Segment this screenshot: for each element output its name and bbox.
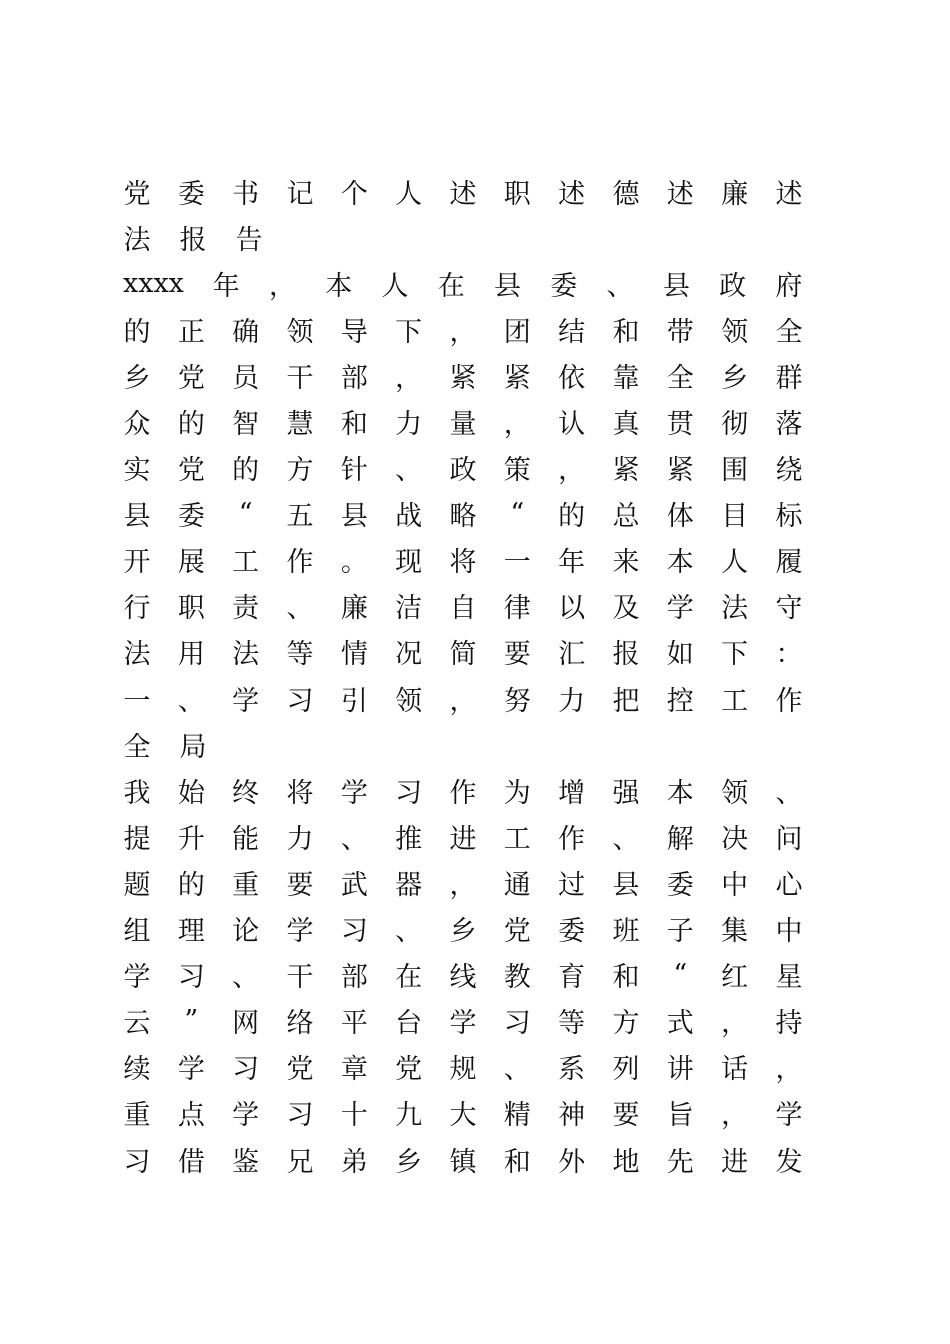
- glyph: 学: [232, 1100, 260, 1132]
- glyph: 干: [286, 362, 314, 394]
- glyph: 县: [494, 270, 522, 302]
- glyph: 习: [232, 1054, 260, 1086]
- glyph: 实: [123, 455, 151, 487]
- section1-body-line-6: [123, 998, 803, 1044]
- glyph: 将: [449, 547, 477, 579]
- glyph: 进: [721, 1146, 749, 1178]
- glyph: 述: [449, 178, 477, 210]
- glyph: 习: [123, 1146, 151, 1178]
- glyph: 习: [503, 1008, 531, 1040]
- glyph: 团: [503, 316, 531, 348]
- glyph: 和: [612, 316, 640, 348]
- glyph: 讲: [666, 1054, 694, 1086]
- glyph: 的: [177, 409, 205, 441]
- glyph: 题: [123, 869, 151, 901]
- glyph: 履: [775, 547, 803, 579]
- glyph: 决: [721, 823, 749, 855]
- glyph: 作: [449, 777, 477, 809]
- glyph: 情: [340, 639, 368, 671]
- glyph: 列: [612, 1054, 640, 1086]
- intro-line-7: [123, 537, 803, 583]
- glyph: 、: [606, 270, 634, 302]
- glyph: 习: [286, 685, 314, 717]
- glyph: 用: [177, 639, 205, 671]
- glyph: 问: [775, 823, 803, 855]
- glyph: 委: [177, 501, 205, 533]
- glyph: 为: [503, 777, 531, 809]
- glyph: 政: [449, 455, 477, 487]
- intro-line-9: [123, 629, 803, 675]
- glyph: 策: [503, 455, 531, 487]
- glyph: 全: [775, 316, 803, 348]
- glyph: 众: [123, 409, 151, 441]
- glyph: 乡: [721, 362, 749, 394]
- glyph: 委: [558, 916, 586, 948]
- glyph: 、: [395, 916, 423, 948]
- glyph: 教: [503, 962, 531, 994]
- glyph: 紧: [612, 455, 640, 487]
- glyph: 控: [666, 685, 694, 717]
- glyph: 如: [666, 639, 694, 671]
- glyph: 发: [775, 1146, 803, 1178]
- glyph: 群: [775, 362, 803, 394]
- glyph: 下: [395, 316, 423, 348]
- glyph: 党: [503, 916, 531, 948]
- glyph: ，: [558, 455, 586, 487]
- glyph: 委: [177, 178, 205, 210]
- glyph: 终: [232, 777, 260, 809]
- section1-heading-line-2: [123, 721, 803, 767]
- glyph: 学: [177, 1054, 205, 1086]
- glyph: 县: [123, 501, 151, 533]
- glyph: 方: [612, 1008, 640, 1040]
- glyph: 我: [123, 777, 151, 809]
- glyph: 述: [666, 178, 694, 210]
- glyph: 员: [232, 362, 260, 394]
- glyph: 持: [775, 1008, 803, 1040]
- glyph: 线: [449, 962, 477, 994]
- glyph: 引: [340, 685, 368, 717]
- glyph: 鉴: [232, 1146, 260, 1178]
- glyph: 委: [550, 270, 578, 302]
- glyph: 学: [775, 1100, 803, 1132]
- glyph: 体: [666, 501, 694, 533]
- glyph: 落: [775, 409, 803, 441]
- glyph: 习: [177, 962, 205, 994]
- glyph: 推: [395, 823, 423, 855]
- glyph: 县: [612, 869, 640, 901]
- glyph: 星: [775, 962, 803, 994]
- glyph: 慧: [286, 409, 314, 441]
- glyph: 、: [395, 455, 423, 487]
- glyph: 目: [721, 501, 749, 533]
- glyph: 将: [286, 777, 314, 809]
- glyph: 始: [177, 777, 205, 809]
- glyph: 领: [286, 316, 314, 348]
- glyph: 围: [721, 455, 749, 487]
- glyph: 中: [775, 916, 803, 948]
- glyph: 规: [449, 1054, 477, 1086]
- glyph: 升: [177, 823, 205, 855]
- glyph: 地: [612, 1146, 640, 1178]
- glyph: 育: [558, 962, 586, 994]
- glyph: 贯: [666, 409, 694, 441]
- glyph: ，: [449, 869, 477, 901]
- glyph: 先: [666, 1146, 694, 1178]
- glyph: 乡: [449, 916, 477, 948]
- glyph: 十: [340, 1100, 368, 1132]
- glyph: 来: [612, 547, 640, 579]
- glyph: 借: [177, 1146, 205, 1178]
- glyph: 作: [286, 547, 314, 579]
- glyph: 简: [449, 639, 477, 671]
- glyph: 把: [612, 685, 640, 717]
- glyph: 工: [721, 685, 749, 717]
- glyph: 真: [612, 409, 640, 441]
- glyph: 认: [558, 409, 586, 441]
- glyph: 过: [558, 869, 586, 901]
- glyph: 学: [449, 1008, 477, 1040]
- glyph: 工: [232, 547, 260, 579]
- glyph: 理: [177, 916, 205, 948]
- glyph: 针: [340, 455, 368, 487]
- glyph: 标: [775, 501, 803, 533]
- intro-line-3: [123, 352, 803, 398]
- glyph: 廉: [721, 178, 749, 210]
- glyph: 部: [340, 362, 368, 394]
- glyph: 神: [558, 1100, 586, 1132]
- glyph: 习: [395, 777, 423, 809]
- glyph: 、: [232, 962, 260, 994]
- intro-line-2: [123, 306, 803, 352]
- glyph: 镇: [449, 1146, 477, 1178]
- glyph: ，: [449, 316, 477, 348]
- glyph: 要: [503, 639, 531, 671]
- glyph: 正: [177, 316, 205, 348]
- glyph: “: [510, 498, 525, 530]
- glyph: 集: [721, 916, 749, 948]
- glyph: 话: [721, 1054, 749, 1086]
- intro-line-5: [123, 445, 803, 491]
- glyph: 导: [340, 316, 368, 348]
- glyph: 武: [340, 869, 368, 901]
- glyph: 靠: [612, 362, 640, 394]
- glyph: 以: [558, 593, 586, 625]
- glyph: 旨: [666, 1100, 694, 1132]
- glyph: 全: [123, 731, 151, 763]
- glyph: 职: [503, 178, 531, 210]
- glyph: 学: [666, 593, 694, 625]
- glyph: 县: [662, 270, 690, 302]
- glyph: 努: [503, 685, 531, 717]
- glyph: 依: [558, 362, 586, 394]
- glyph: 府: [775, 270, 803, 302]
- glyph: 汇: [558, 639, 586, 671]
- glyph: 、: [286, 593, 314, 625]
- glyph: 人: [721, 547, 749, 579]
- glyph: 络: [286, 1008, 314, 1040]
- glyph: 、: [775, 777, 803, 809]
- glyph: 续: [123, 1054, 151, 1086]
- glyph: 一: [123, 685, 151, 717]
- glyph: 总: [612, 501, 640, 533]
- glyph: 和: [340, 409, 368, 441]
- glyph: 点: [177, 1100, 205, 1132]
- glyph: 局: [179, 731, 207, 763]
- glyph: 强: [612, 777, 640, 809]
- glyph: 班: [612, 916, 640, 948]
- glyph: 委: [666, 869, 694, 901]
- glyph: 的: [558, 501, 586, 533]
- title-line-1: [123, 168, 803, 214]
- glyph: 述: [775, 178, 803, 210]
- glyph: 力: [286, 823, 314, 855]
- glyph: “: [238, 498, 253, 530]
- glyph: 弟: [340, 1146, 368, 1178]
- glyph: 记: [286, 178, 314, 210]
- glyph: 器: [395, 869, 423, 901]
- glyph: 系: [558, 1054, 586, 1086]
- glyph: 个: [340, 178, 368, 210]
- glyph: 本: [666, 547, 694, 579]
- glyph: 论: [232, 916, 260, 948]
- glyph: 洁: [395, 593, 423, 625]
- glyph: 增: [558, 777, 586, 809]
- glyph: 党: [177, 455, 205, 487]
- glyph: 书: [232, 178, 260, 210]
- glyph: 学: [340, 777, 368, 809]
- intro-line-1: [123, 260, 803, 306]
- glyph: 告: [235, 224, 263, 256]
- glyph: ”: [184, 1005, 199, 1037]
- glyph: 台: [395, 1008, 423, 1040]
- glyph: 本: [325, 270, 353, 302]
- glyph: 法: [232, 639, 260, 671]
- section1-body-line-8: [123, 1090, 803, 1136]
- glyph: 一: [503, 547, 531, 579]
- glyph: 学: [232, 685, 260, 717]
- glyph: 法: [123, 224, 151, 256]
- glyph: 报: [612, 639, 640, 671]
- section1-body-line-7: [123, 1044, 803, 1090]
- glyph: 略: [449, 501, 477, 533]
- glyph: 党: [395, 1054, 423, 1086]
- glyph: ，: [449, 685, 477, 717]
- glyph: 报: [179, 224, 207, 256]
- glyph: ，: [721, 1100, 749, 1132]
- glyph: 解: [666, 823, 694, 855]
- glyph: 平: [340, 1008, 368, 1040]
- glyph: 的: [177, 869, 205, 901]
- glyph: 法: [721, 593, 749, 625]
- glyph: 德: [612, 178, 640, 210]
- glyph: 、: [503, 1054, 531, 1086]
- glyph: 廉: [340, 593, 368, 625]
- glyph: 和: [503, 1146, 531, 1178]
- glyph: 人: [395, 178, 423, 210]
- glyph: 的: [123, 316, 151, 348]
- glyph: 法: [123, 639, 151, 671]
- title-line-2: [123, 214, 803, 260]
- glyph: 习: [340, 916, 368, 948]
- glyph: ，: [268, 270, 296, 302]
- section1-body-line-2: [123, 813, 803, 859]
- glyph: 彻: [721, 409, 749, 441]
- glyph: 绕: [775, 455, 803, 487]
- glyph: 九: [395, 1100, 423, 1132]
- glyph: 方: [286, 455, 314, 487]
- glyph: 云: [123, 1008, 151, 1040]
- glyph: 提: [123, 823, 151, 855]
- glyph: ，: [503, 409, 531, 441]
- glyph: 况: [395, 639, 423, 671]
- glyph: 乡: [123, 362, 151, 394]
- section1-heading-line-1: [123, 675, 803, 721]
- glyph: ，: [395, 362, 423, 394]
- glyph: 力: [395, 409, 423, 441]
- glyph: 本: [666, 777, 694, 809]
- glyph: 责: [232, 593, 260, 625]
- glyph: 乡: [395, 1146, 423, 1178]
- glyph: 紧: [666, 455, 694, 487]
- glyph: 外: [558, 1146, 586, 1178]
- glyph: ，: [721, 1008, 749, 1040]
- document-body: [123, 168, 803, 1182]
- glyph: 学: [123, 962, 151, 994]
- glyph: 章: [340, 1054, 368, 1086]
- glyph: 及: [612, 593, 640, 625]
- glyph: 和: [612, 962, 640, 994]
- glyph: 。: [340, 547, 368, 579]
- glyph: 党: [177, 362, 205, 394]
- glyph: 工: [503, 823, 531, 855]
- glyph: 展: [177, 547, 205, 579]
- glyph: 习: [286, 1100, 314, 1132]
- glyph: 县: [340, 501, 368, 533]
- glyph: 确: [232, 316, 260, 348]
- glyph: 能: [232, 823, 260, 855]
- glyph: 、: [340, 823, 368, 855]
- glyph: 紧: [503, 362, 531, 394]
- glyph: “: [673, 959, 688, 991]
- glyph: 学: [286, 916, 314, 948]
- section1-body-line-3: [123, 859, 803, 905]
- glyph: 、: [177, 685, 205, 717]
- glyph: 子: [666, 916, 694, 948]
- glyph: 作: [775, 685, 803, 717]
- glyph: 战: [395, 501, 423, 533]
- glyph: 智: [232, 409, 260, 441]
- glyph: 干: [286, 962, 314, 994]
- glyph: 组: [123, 916, 151, 948]
- glyph: 党: [123, 178, 151, 210]
- glyph: 作: [558, 823, 586, 855]
- glyph: 领: [721, 316, 749, 348]
- glyph: 政: [719, 270, 747, 302]
- glyph: 通: [503, 869, 531, 901]
- glyph: 进: [449, 823, 477, 855]
- glyph: 要: [612, 1100, 640, 1132]
- glyph: 式: [666, 1008, 694, 1040]
- glyph: 职: [177, 593, 205, 625]
- section1-body-line-4: [123, 906, 803, 952]
- glyph: 大: [449, 1100, 477, 1132]
- glyph: 开: [123, 547, 151, 579]
- glyph: 重: [123, 1100, 151, 1132]
- glyph: 的: [232, 455, 260, 487]
- glyph: 全: [666, 362, 694, 394]
- glyph: 精: [503, 1100, 531, 1132]
- glyph: 人: [381, 270, 409, 302]
- section1-body-line-9: [123, 1136, 803, 1182]
- glyph: 中: [721, 869, 749, 901]
- glyph: 红: [721, 962, 749, 994]
- glyph: 等: [558, 1008, 586, 1040]
- glyph: 重: [232, 869, 260, 901]
- glyph: 领: [721, 777, 749, 809]
- glyph: xxxx: [123, 267, 184, 299]
- glyph: 述: [558, 178, 586, 210]
- glyph: 紧: [449, 362, 477, 394]
- glyph: 心: [775, 869, 803, 901]
- glyph: 部: [340, 962, 368, 994]
- glyph: 力: [558, 685, 586, 717]
- glyph: 要: [286, 869, 314, 901]
- glyph: 年: [558, 547, 586, 579]
- section1-body-line-5: [123, 952, 803, 998]
- glyph: 、: [612, 823, 640, 855]
- intro-line-8: [123, 583, 803, 629]
- intro-line-4: [123, 398, 803, 444]
- glyph: 行: [123, 593, 151, 625]
- glyph: 现: [395, 547, 423, 579]
- glyph: 等: [286, 639, 314, 671]
- glyph: 量: [449, 409, 477, 441]
- glyph: 网: [232, 1008, 260, 1040]
- glyph: 结: [558, 316, 586, 348]
- glyph: 律: [503, 593, 531, 625]
- glyph: ，: [775, 1054, 803, 1086]
- glyph: 在: [395, 962, 423, 994]
- glyph: 守: [775, 593, 803, 625]
- glyph: 年: [212, 270, 240, 302]
- glyph: 在: [437, 270, 465, 302]
- glyph: 下: [721, 639, 749, 671]
- glyph: 带: [666, 316, 694, 348]
- glyph: ：: [775, 639, 803, 671]
- intro-line-6: [123, 491, 803, 537]
- section1-body-line-1: [123, 767, 803, 813]
- glyph: 五: [286, 501, 314, 533]
- glyph: 领: [395, 685, 423, 717]
- glyph: 兄: [286, 1146, 314, 1178]
- glyph: 自: [449, 593, 477, 625]
- glyph: 党: [286, 1054, 314, 1086]
